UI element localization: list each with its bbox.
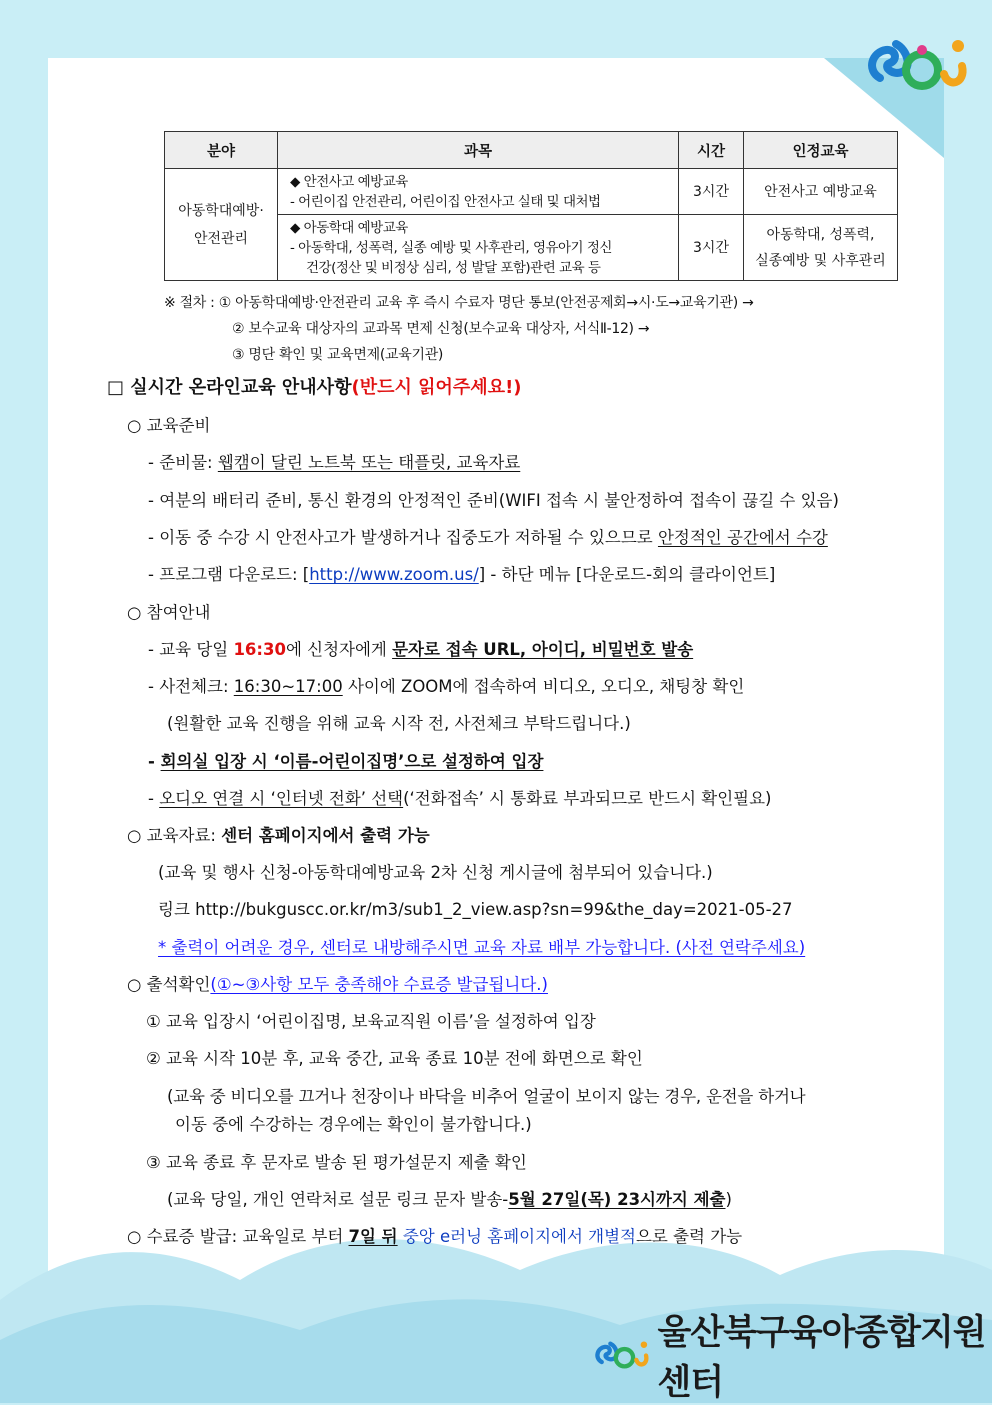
- attendance-item-3-note-text: (교육 당일, 개인 연락처로 설문 링크 문자 발송-: [167, 1190, 509, 1209]
- table-row: [165, 169, 898, 215]
- participation-check: [148, 675, 744, 699]
- prep-battery: - 여분의 배터리 준비, 통신 환경의 안정적인 준비(WIFI 접속 시 불안정하여 접속이 끊길 수 있음): [148, 491, 839, 510]
- column-header: 인정교육: [744, 132, 898, 169]
- certificate-text: ○ 수료증 발급: 교육일로 부터: [127, 1227, 349, 1246]
- zoom-download-link[interactable]: http://www.zoom.us/: [309, 565, 479, 584]
- attendance-item-3: ③ 교육 종료 후 문자로 발송 된 평가설문지 제출 확인: [146, 1153, 527, 1172]
- procedure-note: ③ 명단 확인 및 교육면제(교육기관): [232, 347, 444, 363]
- prep-heading: ○ 교육준비: [127, 416, 211, 435]
- attendance-item-3-note: [167, 1188, 732, 1212]
- subject-desc: - 어린이집 안전관리, 어린이집 안전사고 실태 및 대처법: [290, 193, 601, 210]
- procedure-notes: [164, 290, 754, 368]
- column-header: 분야: [165, 132, 278, 169]
- section-title-emphasis: (반드시 읽어주세요!): [351, 377, 522, 398]
- field-cell: [165, 169, 278, 281]
- subject-cell: [278, 215, 679, 281]
- participation-check-note: (원활한 교육 진행을 위해 교육 시작 전, 사전체크 부탁드립니다.): [167, 714, 631, 733]
- center-logo-icon: [592, 1327, 651, 1383]
- recognized-cell: [744, 215, 898, 281]
- footer-brand-text: 울산북구육아종합지원센터: [657, 1313, 986, 1403]
- certificate-line: [127, 1225, 742, 1249]
- participation-day-time: 16:30: [233, 640, 286, 659]
- prep-download: [148, 563, 775, 587]
- prep-download-menu: ] - 하단 메뉴 [다운로드-회의 클라이언트]: [478, 565, 776, 584]
- subject-cell: [278, 169, 679, 215]
- column-header: 과목: [278, 132, 679, 169]
- recognized-cell: [744, 169, 898, 215]
- prep-items-label: - 준비물:: [148, 453, 218, 472]
- table-header-row: [165, 132, 898, 169]
- attendance-heading-note: (①~③사항 모두 충족해야 수료증 발급됩니다.): [210, 975, 548, 994]
- field-line: 안전관리: [193, 230, 249, 247]
- recognized-line: 안전사고 예방교육: [764, 183, 877, 200]
- attendance-deadline: 5월 27일(목) 23시까지 제출: [508, 1190, 726, 1209]
- attendance-item-1: ① 교육 입장시 ‘어린이집명, 보육교직원 이름’을 설정하여 입장: [146, 1012, 596, 1031]
- participation-audio-dash: -: [148, 789, 160, 808]
- prep-moving: [148, 526, 828, 550]
- attendance-item-2: ② 교육 시작 10분 후, 교육 중간, 교육 종료 10분 전에 화면으로 확인: [146, 1049, 643, 1068]
- materials-heading-emphasis: 센터 홈페이지에서 출력 가능: [221, 826, 430, 845]
- recognized-line: 아동학대, 성폭력,: [766, 226, 875, 243]
- participation-audio-emphasis: 오디오 연결 시 ‘인터넷 전화’ 선택: [159, 789, 404, 808]
- participation-audio: [148, 787, 772, 811]
- participation-day-emphasis: 문자로 접속 URL, 아이디, 비밀번호 발송: [392, 640, 694, 659]
- participation-check-time: 16:30~17:00: [233, 677, 343, 696]
- recognition-table: [164, 131, 898, 281]
- attendance-item-2-note: (교육 중 비디오를 끄거나 천장이나 바닥을 비추어 얼굴이 보이지 않는 경우, 운전을 하거나: [167, 1087, 806, 1106]
- procedure-note: ② 보수교육 대상자의 교과목 면제 신청(보수교육 대상자, 서식Ⅱ-12) →: [232, 321, 650, 337]
- time-cell: 3시간: [679, 215, 744, 281]
- prep-moving-text: - 이동 중 수강 시 안전사고가 발생하거나 집중도가 저하될 수 있으므로: [148, 528, 658, 547]
- section-title: [107, 376, 522, 400]
- section-title-text: □ 실시간 온라인교육 안내사항: [107, 377, 352, 398]
- prep-moving-emphasis: 안정적인 공간에서 수강: [657, 528, 828, 547]
- participation-check-text: 사이에 ZOOM에 접속하여 비디오, 오디오, 채팅창 확인: [342, 677, 745, 696]
- prep-download-label: - 프로그램 다운로드: [: [148, 565, 310, 584]
- materials-print-note: * 출력이 어려운 경우, 센터로 내방해주시면 교육 자료 배부 가능합니다. (사전 연락주세요): [158, 938, 806, 957]
- center-logo-icon: [862, 30, 972, 100]
- prep-items: [148, 451, 520, 475]
- footer-brand: [592, 1313, 992, 1403]
- participation-day-text: 에 신청자에게: [285, 640, 393, 659]
- certificate-site: 중앙 e러닝 홈페이지에서 개별적: [397, 1227, 636, 1246]
- participation-day: [148, 638, 693, 662]
- participation-day-text: - 교육 당일: [148, 640, 234, 659]
- subject-title: ◆ 안전사고 예방교육: [290, 173, 408, 190]
- time-cell: 3시간: [679, 169, 744, 215]
- attendance-item-2-note: 이동 중에 수강하는 경우에는 확인이 불가합니다.): [175, 1115, 532, 1134]
- participation-audio-note: (‘전화접속’ 시 통화료 부과되므로 반드시 확인필요): [403, 789, 772, 808]
- certificate-text: 으로 출력 가능: [635, 1227, 743, 1246]
- attendance-heading: [127, 973, 548, 997]
- field-line: 아동학대예방·: [178, 202, 264, 219]
- materials-link[interactable]: 링크 http://bukguscc.or.kr/m3/sub1_2_view.asp?sn=99&the_day=2021-05-27: [158, 900, 793, 919]
- certificate-days: 7일 뒤: [348, 1227, 398, 1246]
- attendance-item-3-note-text: ): [725, 1190, 732, 1209]
- participation-room: [148, 750, 543, 774]
- materials-note: (교육 및 행사 신청-아동학대예방교육 2차 신청 게시글에 첨부되어 있습니다.): [158, 863, 713, 882]
- column-header: 시간: [679, 132, 744, 169]
- subject-desc: - 아동학대, 성폭력, 실종 예방 및 사후관리, 영유아기 정신: [290, 239, 612, 256]
- recognized-line: 실종예방 및 사후관리: [755, 252, 886, 269]
- subject-desc: 건강(정산 및 비정상 심리, 성 발달 포함)관련 교육 등: [306, 259, 601, 276]
- procedure-note: ※ 절차 : ① 아동학대예방·안전관리 교육 후 즉시 수료자 명단 통보(안전공제회→시·도→교육기관) →: [164, 295, 754, 311]
- prep-items-value: 웹캠이 달린 노트북 또는 태플릿, 교육자료: [217, 453, 521, 472]
- participation-check-label: - 사전체크:: [148, 677, 234, 696]
- participation-room-dash: -: [148, 752, 161, 771]
- materials-heading: [127, 824, 430, 848]
- subject-title: ◆ 아동학대 예방교육: [290, 219, 408, 236]
- participation-room-text: 회의실 입장 시 ‘이름-어린이집명’으로 설정하여 입장: [160, 752, 544, 771]
- participation-heading: ○ 참여안내: [127, 603, 211, 622]
- attendance-heading-label: ○ 출석확인: [127, 975, 211, 994]
- materials-heading-label: ○ 교육자료:: [127, 826, 222, 845]
